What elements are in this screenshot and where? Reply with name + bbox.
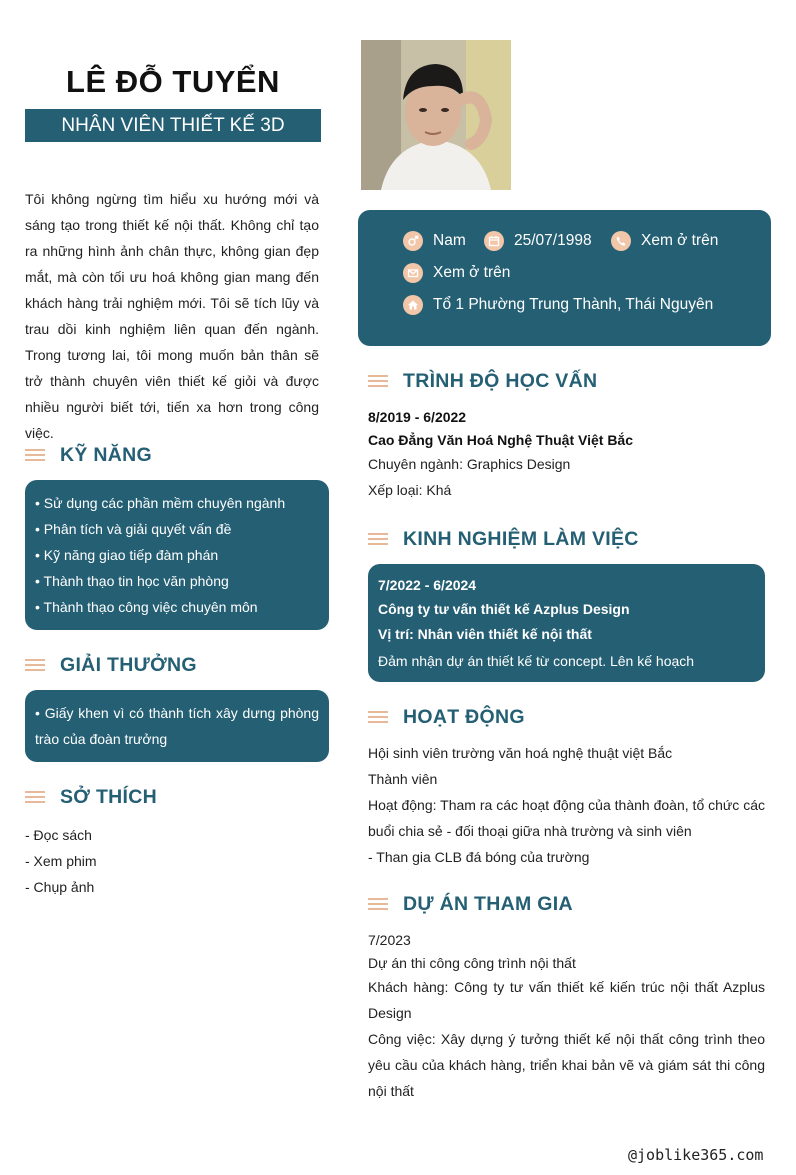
skill-item: • Kỹ năng giao tiếp đàm phán (35, 547, 219, 563)
address-value: Tổ 1 Phường Trung Thành, Thái Nguyên (433, 296, 714, 313)
education-grade: Xếp loại: Khá (368, 482, 452, 498)
section-skills-header (25, 440, 152, 470)
birthday-value: 25/07/1998 (514, 232, 592, 249)
skill-item: • Thành thạo công việc chuyên môn (35, 599, 258, 615)
section-awards-header (25, 650, 197, 680)
hobby-item: - Xem phim (25, 853, 97, 869)
menu-lines-icon (25, 791, 45, 803)
address-row (403, 295, 713, 315)
hobby-item: - Đọc sách (25, 827, 92, 843)
section-experience-header (368, 524, 639, 554)
skills-panel (25, 480, 329, 630)
menu-lines-icon (368, 533, 388, 545)
company-name: Công ty tư vấn thiết kế Azplus Design (378, 601, 630, 617)
section-education-header (368, 366, 597, 396)
home-icon (403, 295, 423, 315)
avatar-photo (361, 40, 511, 190)
project-work: Công việc: Xây dựng ý tưởng thiết kế nội thất công trình theo yêu cầu của khách hàng, triển khai bản vẽ và giám sát thi công nội thất (368, 1031, 765, 1099)
phone-value: Xem ở trên (641, 232, 719, 249)
menu-lines-icon (368, 898, 388, 910)
experience-panel (368, 564, 765, 682)
skill-item: • Phân tích và giải quyết vấn đề (35, 521, 232, 537)
menu-lines-icon (25, 449, 45, 461)
job-title: NHÂN VIÊN THIẾT KẾ 3D (25, 109, 321, 142)
skill-item: • Sử dụng các phần mềm chuyên ngành (35, 495, 286, 511)
awards-panel (25, 690, 329, 762)
contact-panel (358, 210, 771, 346)
watermark: @joblike365.com (628, 1146, 764, 1164)
email-icon (403, 263, 423, 283)
birthday-row (484, 231, 592, 251)
section-title: HOẠT ĐỘNG (403, 705, 525, 728)
project-client: Khách hàng: Công ty tư vấn thiết kế kiến trúc nội thất Azplus Design (368, 979, 765, 1021)
award-item: • Giấy khen vì có thành tích xây dưng phòng trào của đoàn trưởng (35, 705, 319, 747)
section-title: KỸ NĂNG (60, 443, 153, 466)
section-projects-header (368, 889, 573, 919)
activity-extra: - Than gia CLB đá bóng của trường (368, 849, 590, 865)
candidate-name: LÊ ĐỖ TUYỂN (66, 64, 280, 99)
project-period: 7/2023 (368, 932, 411, 948)
calendar-icon (484, 231, 504, 251)
education-major: Chuyên ngành: Graphics Design (368, 456, 571, 472)
activity-role: Thành viên (368, 771, 438, 787)
section-title: SỞ THÍCH (60, 785, 158, 808)
education-period: 8/2019 - 6/2022 (368, 409, 467, 425)
activity-org: Hội sinh viên trường văn hoá nghệ thuật việt Bắc (368, 745, 673, 761)
experience-period: 7/2022 - 6/2024 (378, 577, 477, 593)
gender-row (403, 231, 466, 251)
phone-icon (611, 231, 631, 251)
school-name: Cao Đẳng Văn Hoá Nghệ Thuật Việt Bắc (368, 432, 634, 448)
job-description: Đảm nhận dự án thiết kế từ concept. Lên kế hoạch (378, 653, 695, 669)
section-title: KINH NGHIỆM LÀM VIỆC (403, 527, 639, 550)
email-value: Xem ở trên (433, 264, 511, 281)
section-title: DỰ ÁN THAM GIA (403, 892, 573, 915)
career-summary: Tôi không ngừng tìm hiểu xu hướng mới và sáng tạo trong thiết kế nội thất. Không chỉ tạo ra những hình ảnh chân thực, không gian đẹp mắt, mà còn tối ưu hoá không gian mang đến khách hàng trải nghiệm mới. Tôi sẽ tích lũy và trau dồi kinh nghiệm liên quan đến ngành. Trong tương lai, tôi mong muốn bản thân sẽ trở thành chuyên viên thiết kế giỏi và được nhiều người biết tới, tiến xa hơn trong công việc. (25, 191, 319, 441)
menu-lines-icon (368, 375, 388, 387)
activities-entry (368, 740, 765, 870)
menu-lines-icon (368, 711, 388, 723)
project-name: Dự án thi công công trình nội thất (368, 955, 576, 971)
email-row (403, 263, 510, 283)
section-hobbies-header (25, 782, 157, 812)
section-activities-header (368, 702, 525, 732)
skill-item: • Thành thạo tin học văn phòng (35, 573, 229, 589)
gender-value: Nam (433, 232, 466, 249)
section-title: GIẢI THƯỞNG (60, 653, 197, 676)
menu-lines-icon (25, 659, 45, 671)
education-entry (368, 405, 765, 503)
project-entry (368, 928, 765, 1104)
hobbies-list (25, 822, 97, 900)
gender-icon (403, 231, 423, 251)
hobby-item: - Chụp ảnh (25, 879, 95, 895)
phone-row (611, 231, 718, 251)
section-title: TRÌNH ĐỘ HỌC VẤN (403, 369, 598, 392)
activity-detail: Hoạt động: Tham ra các hoạt động của thành đoàn, tổ chức các buổi chia sẻ - đối thoại giữa nhà trường và sinh viên (368, 797, 765, 839)
job-position: Vị trí: Nhân viên thiết kế nội thất (378, 626, 592, 642)
avatar-illustration (361, 40, 511, 190)
